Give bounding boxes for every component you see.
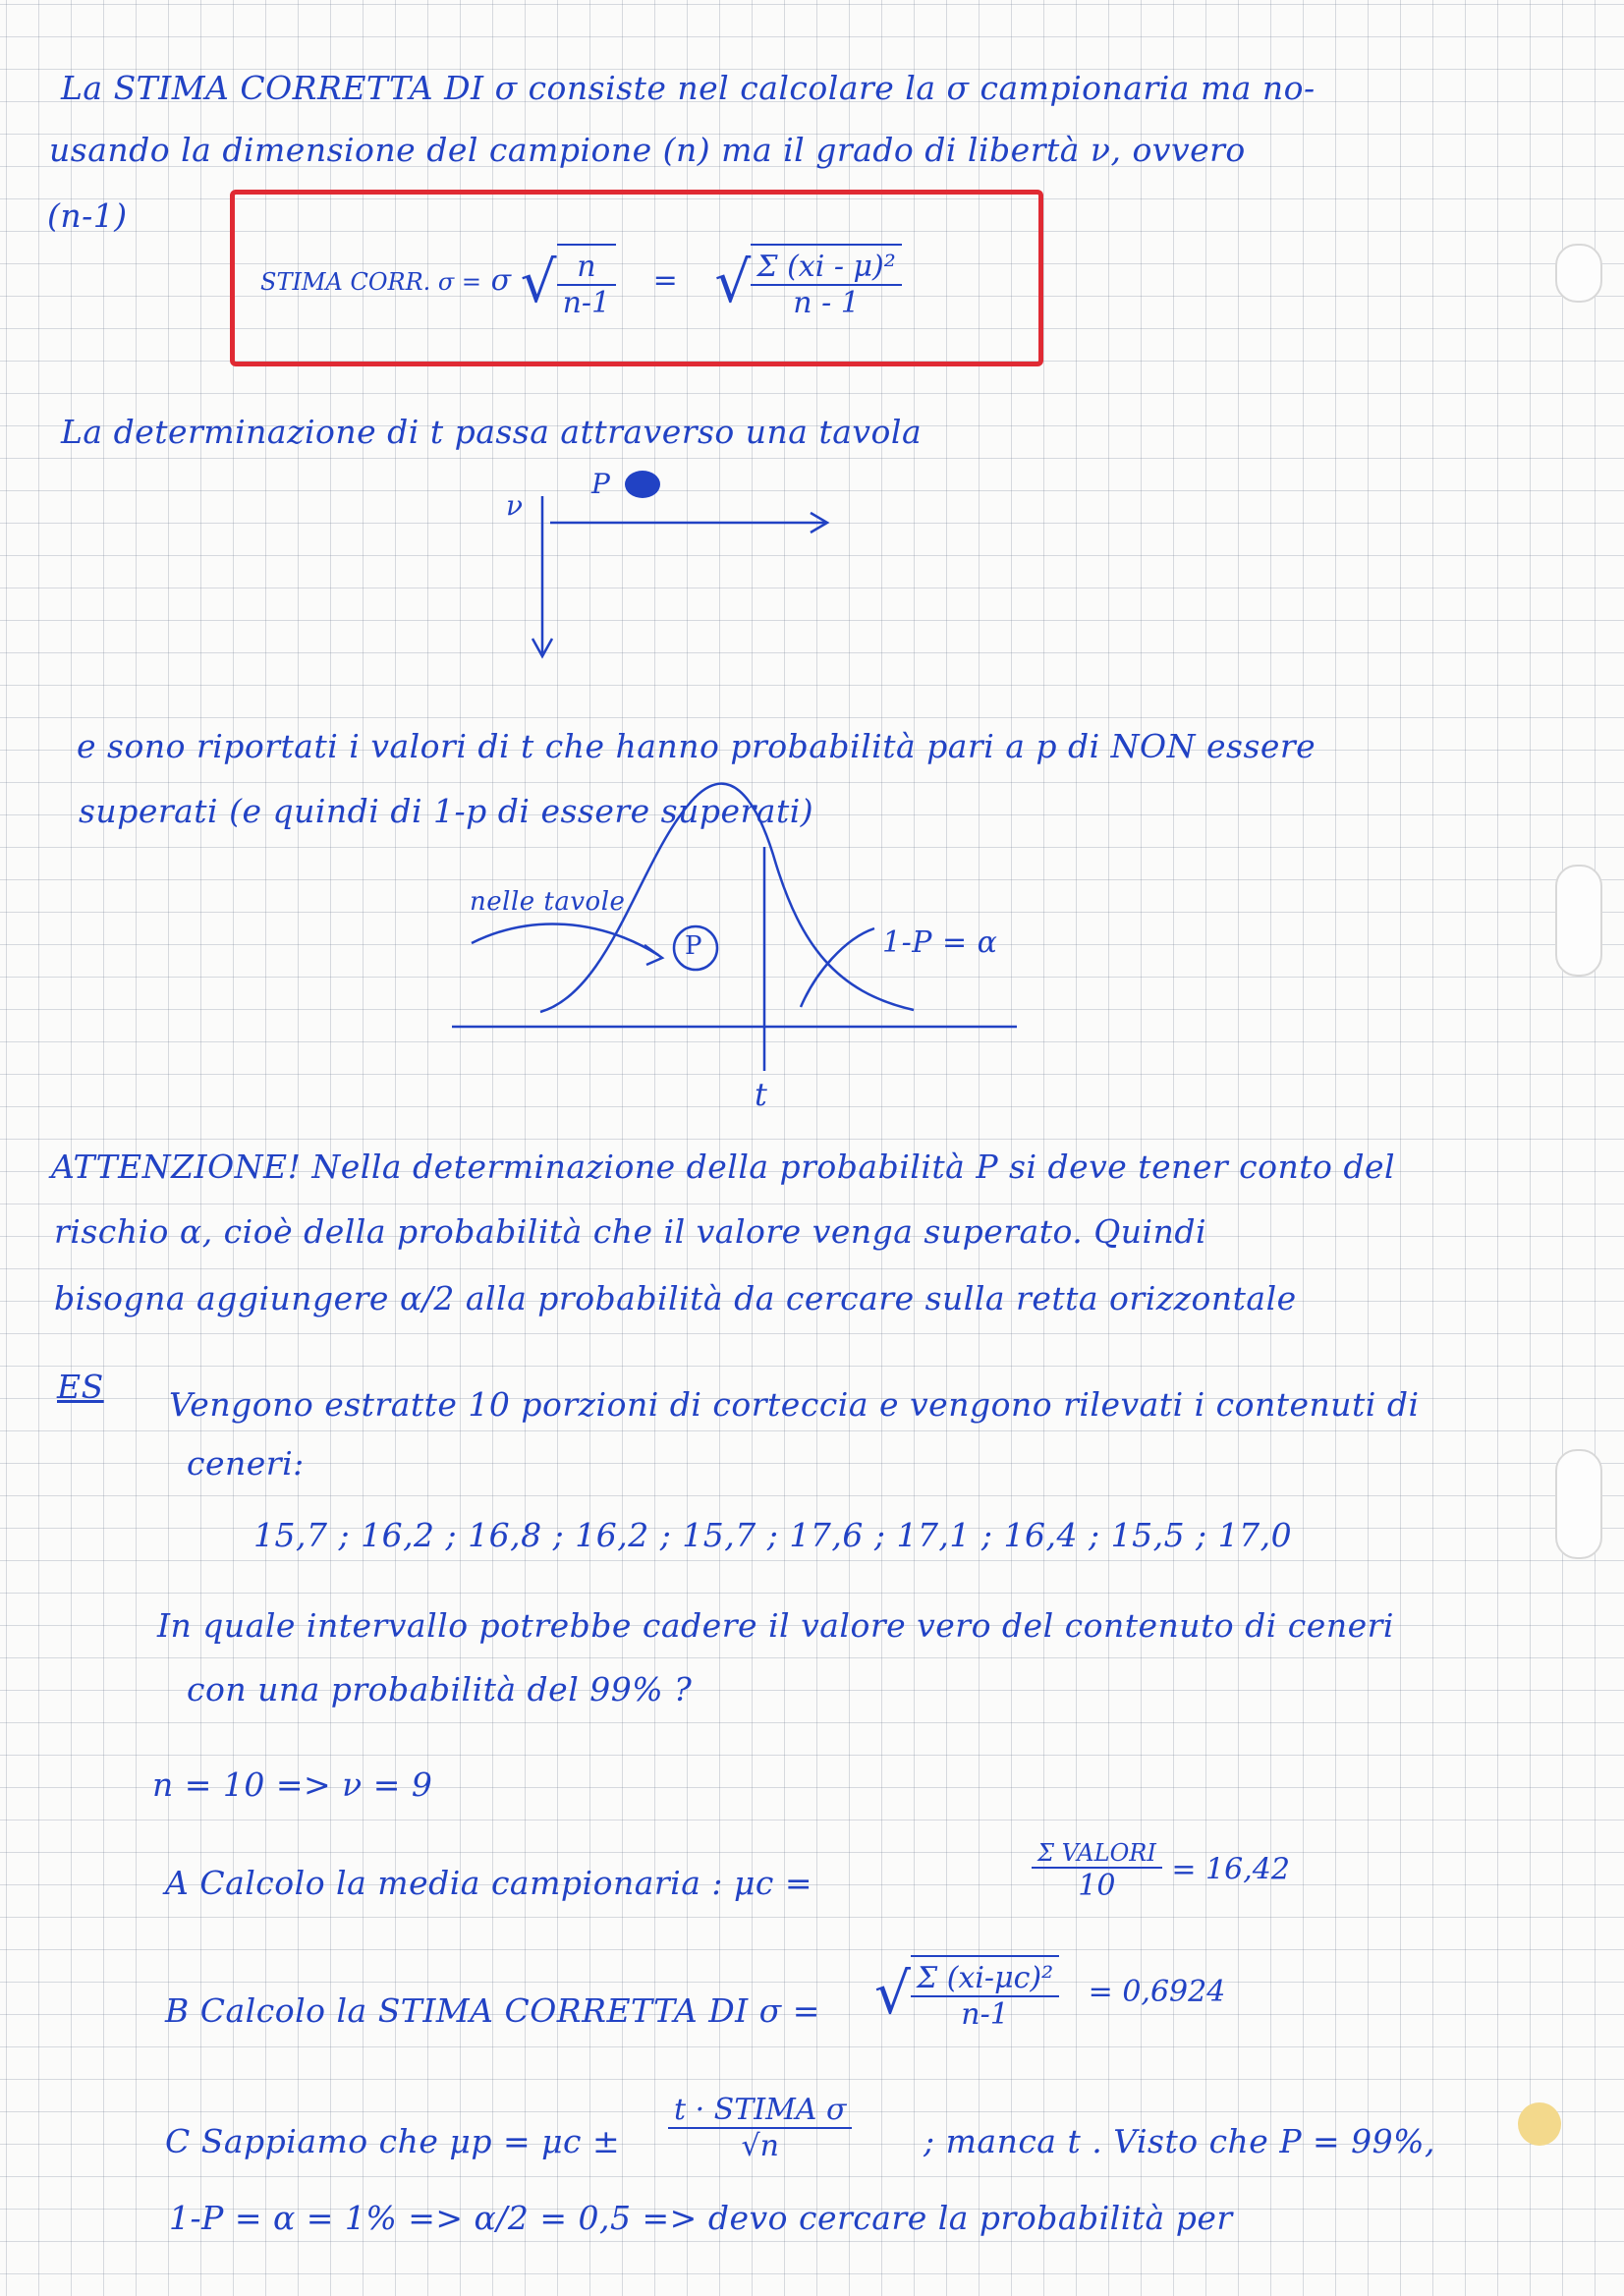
formula-sigma: σ bbox=[490, 263, 512, 298]
curve-axis-label: t bbox=[755, 1076, 768, 1113]
text-line: ATTENZIONE! Nella determinazione della probabilità P si deve tener conto del bbox=[51, 1148, 1396, 1186]
ash-values: 15,7 ; 16,2 ; 16,8 ; 16,2 ; 15,7 ; 17,6 ; 17,1 ; 16,4 ; 15,5 ; 17,0 bbox=[253, 1516, 1293, 1554]
text-line: con una probabilità del 99% ? bbox=[187, 1670, 693, 1708]
curve-annotation-right: 1-P = α bbox=[882, 925, 998, 960]
step-a: A Calcolo la media campionaria : μc = bbox=[165, 1864, 813, 1902]
text-line: usando la dimensione del campione (n) ma il grado di libertà ν, ovvero bbox=[49, 131, 1246, 169]
step-a-result: = 16,42 bbox=[1171, 1852, 1290, 1887]
text-line: La determinazione di t passa attraverso una tavola bbox=[61, 413, 923, 451]
step-c-line2: 1-P = α = 1% => α/2 = 0,5 => devo cercare la probabilità per bbox=[169, 2199, 1233, 2237]
text-line: Vengono estratte 10 porzioni di corteccia e vengono rilevati i contenuti di bbox=[169, 1385, 1420, 1424]
text-line: ceneri: bbox=[187, 1444, 305, 1483]
formula-label: STIMA CORR. σ = bbox=[260, 268, 482, 296]
text-line: superati (e quindi di 1-p di essere superati) bbox=[79, 792, 814, 830]
curve-annotation-left: nelle tavole bbox=[470, 887, 626, 917]
text-line: e sono riportati i valori di t che hanno probabilità pari a p di NON essere bbox=[77, 727, 1316, 765]
degrees-of-freedom: n = 10 => ν = 9 bbox=[152, 1765, 433, 1804]
table-col-label: P bbox=[591, 468, 611, 500]
scribble-mark bbox=[625, 471, 660, 498]
step-a-fraction: $\frac{\text{Σ VALORI}}{10}$ = 16,42 bbox=[1032, 1839, 1290, 1903]
step-b-fraction: √ $\frac{\text{Σ (xi-μc)²}}{n-1}$ = 0,6924 bbox=[874, 1955, 1225, 2032]
example-label: ES bbox=[57, 1368, 104, 1406]
text-line: bisogna aggiungere α/2 alla probabilità da cercare sulla retta orizzontale bbox=[54, 1279, 1297, 1317]
formula-equals: = bbox=[652, 263, 678, 298]
step-c-tail: ; manca t . Visto che P = 99%, bbox=[924, 2122, 1435, 2160]
table-row-label: ν bbox=[506, 489, 524, 522]
table-diagram bbox=[532, 496, 827, 656]
text-line: La STIMA CORRETTA DI σ consiste nel calcolare la σ campionaria ma no- bbox=[61, 69, 1316, 107]
sqrt-fraction: √ $\frac{n}{n-1}$ bbox=[521, 244, 617, 320]
text-line: (n-1) bbox=[47, 196, 128, 235]
text-line: rischio α, cioè della probabilità che il valore venga superato. Quindi bbox=[54, 1212, 1207, 1251]
step-c: C Sappiamo che μp = μc ± bbox=[165, 2122, 621, 2160]
curve-circle-label: P bbox=[685, 931, 702, 961]
step-c-fraction: $\frac{\text{t · STIMA σ}}{√n}$ bbox=[668, 2093, 852, 2163]
step-b: B Calcolo la STIMA CORRETTA DI σ = bbox=[165, 1991, 820, 2030]
sqrt-sum: √ $\frac{\text{Σ (xi - μ)²}}{n - 1}$ bbox=[714, 244, 901, 320]
step-b-result: = 0,6924 bbox=[1088, 1975, 1226, 2009]
text-line: In quale intervallo potrebbe cadere il valore vero del contenuto di ceneri bbox=[157, 1606, 1394, 1645]
